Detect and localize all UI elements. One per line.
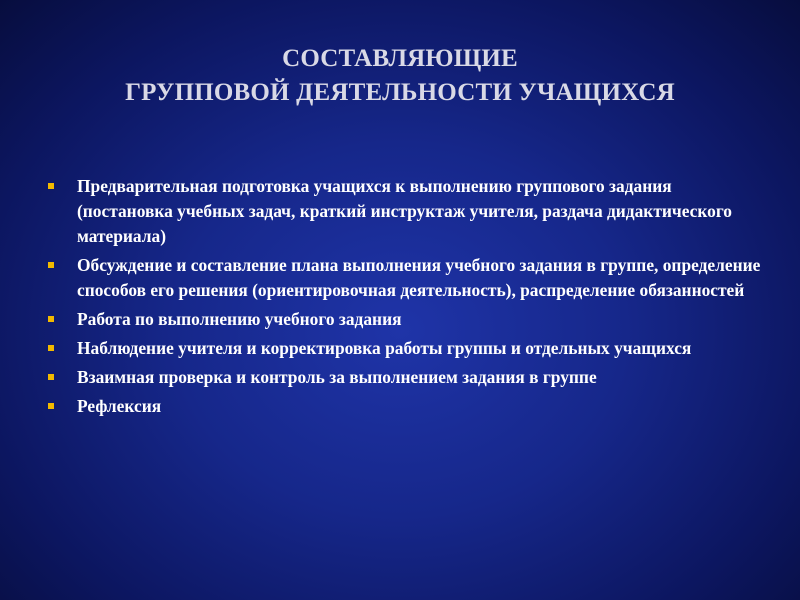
bullet-item: [48, 253, 768, 303]
bullet-text: Обсуждение и составление плана выполнения учебного задания в группе, определение способов его решения (ориентировочная деятельность), распределение обязанностей: [77, 255, 761, 300]
bullet-list: [48, 174, 768, 423]
slide-title: [40, 42, 760, 110]
bullet-marker-icon: [48, 262, 54, 268]
bullet-text: Предварительная подготовка учащихся к выполнению группового задания (постановка учебных задач, краткий инструктаж учителя, раздача дидактического материала): [77, 176, 732, 246]
bullet-item: [48, 336, 768, 361]
bullet-marker-icon: [48, 403, 54, 409]
title-line-2: ГРУППОВОЙ ДЕЯТЕЛЬНОСТИ УЧАЩИХСЯ: [125, 79, 675, 106]
bullet-text: Взаимная проверка и контроль за выполнением задания в группе: [77, 367, 597, 387]
title-line-1: СОСТАВЛЯЮЩИЕ: [282, 45, 518, 72]
bullet-marker-icon: [48, 316, 54, 322]
bullet-item: [48, 394, 768, 419]
bullet-marker-icon: [48, 374, 54, 380]
bullet-item: [48, 174, 768, 249]
bullet-text: Наблюдение учителя и корректировка работы группы и отдельных учащихся: [77, 338, 692, 358]
bullet-marker-icon: [48, 183, 54, 189]
bullet-item: [48, 365, 768, 390]
bullet-text: Рефлексия: [77, 396, 162, 416]
bullet-marker-icon: [48, 345, 54, 351]
bullet-text: Работа по выполнению учебного задания: [77, 309, 402, 329]
bullet-item: [48, 307, 768, 332]
